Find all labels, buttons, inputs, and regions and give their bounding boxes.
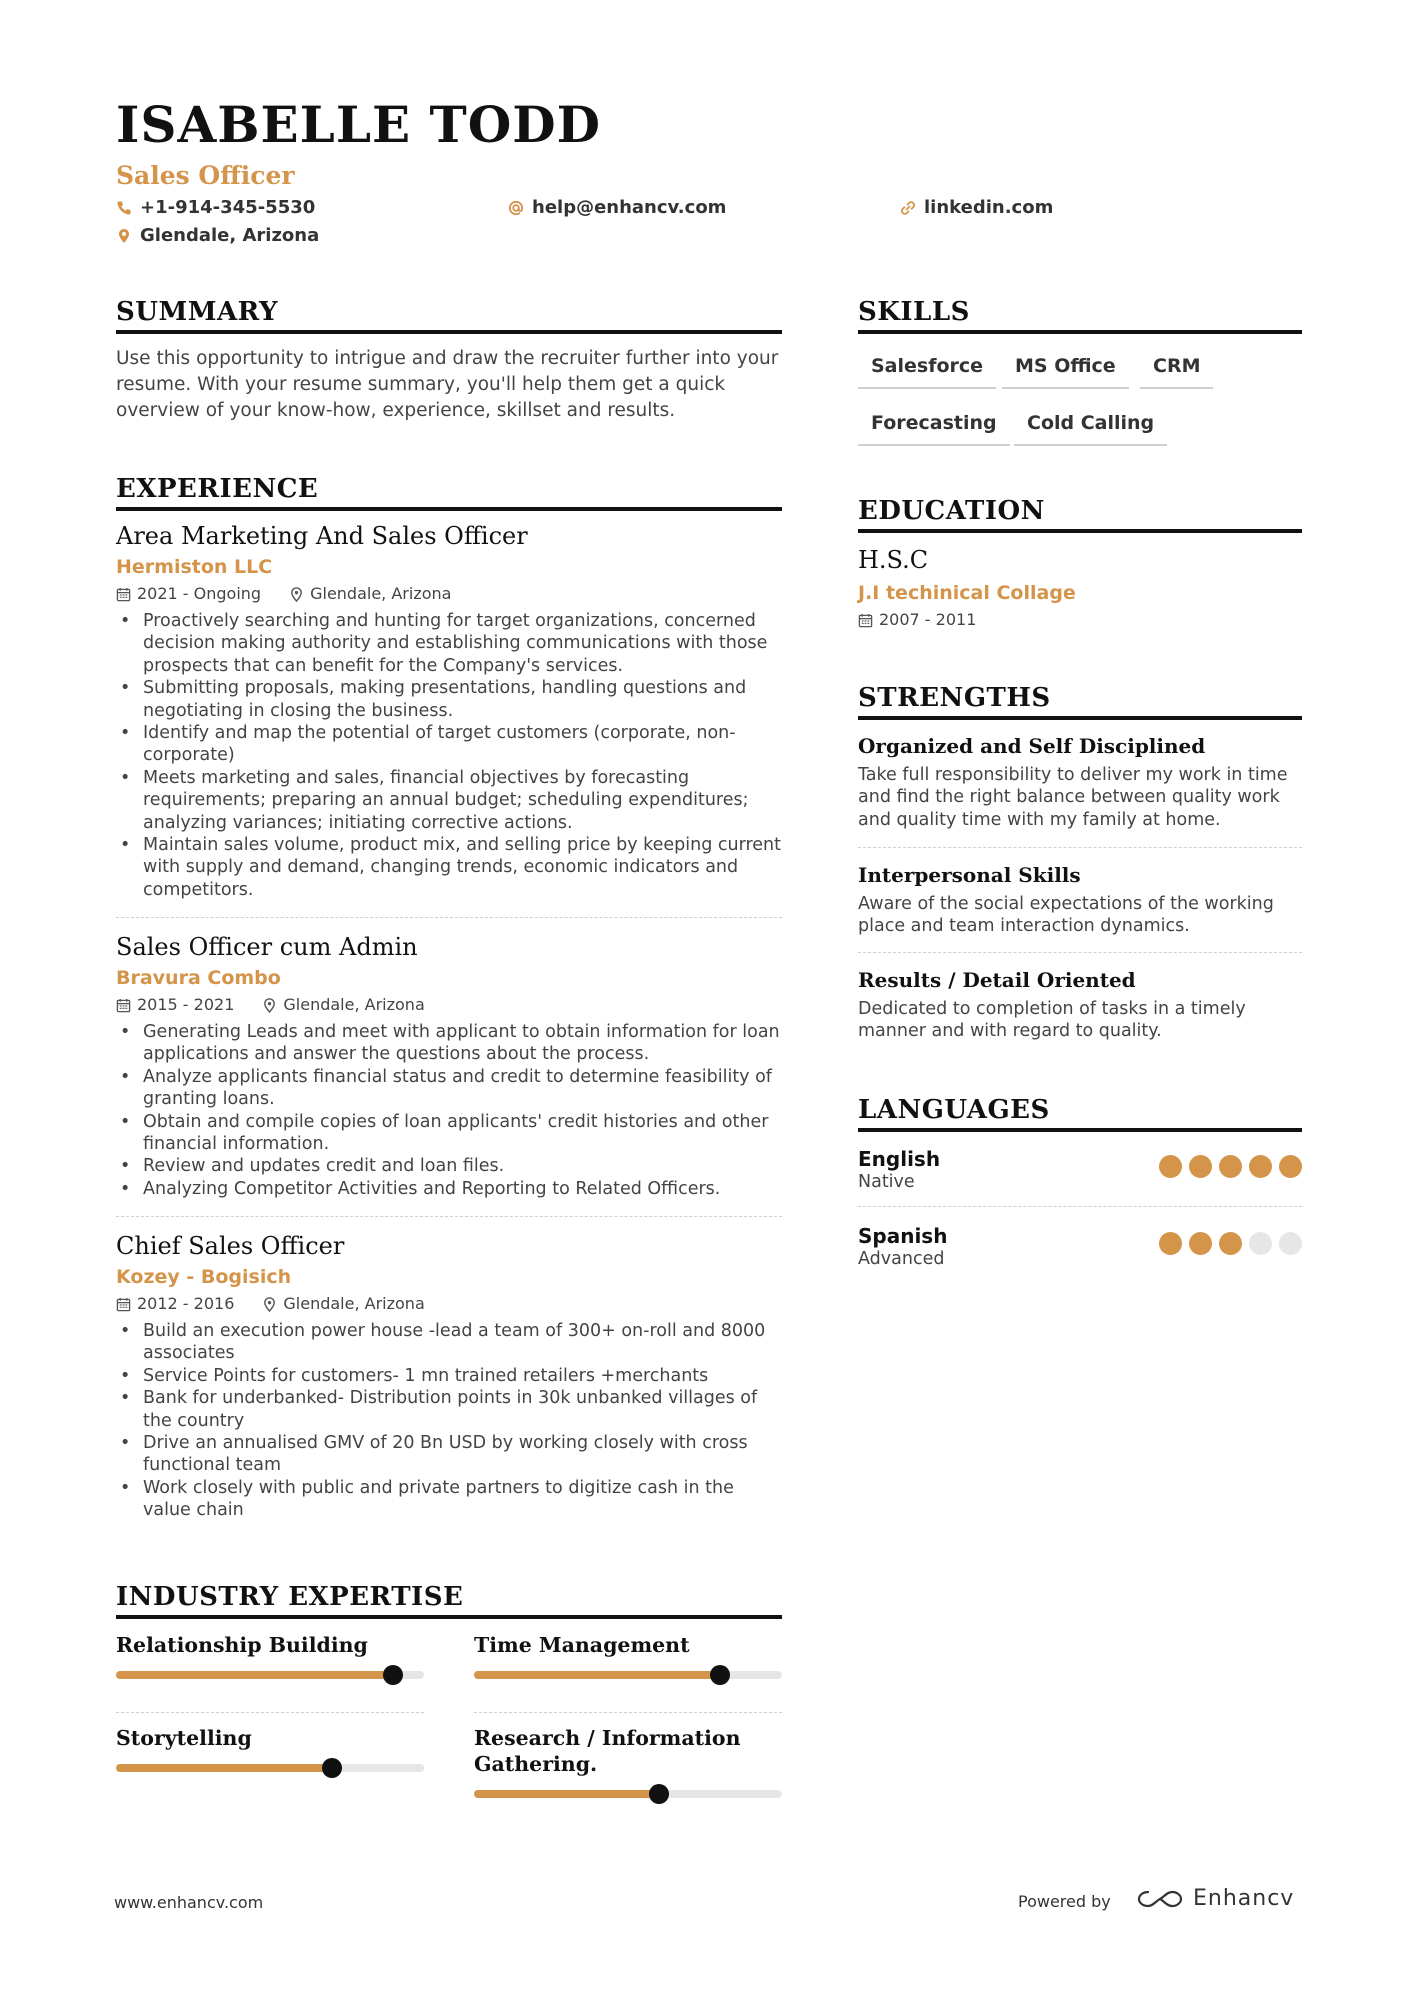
job-dates: 2021 - Ongoing: [137, 584, 262, 603]
expertise-bar-fill: [116, 1764, 332, 1772]
job-company: Bravura Combo: [116, 967, 281, 989]
skill-tag: Salesforce: [858, 357, 996, 389]
expertise-bar: [116, 1671, 424, 1679]
expertise-item: [474, 1632, 782, 1679]
divider: [858, 847, 1302, 848]
rating-dot-filled: [1219, 1155, 1242, 1178]
job-bullet: • Build an execution power house -lead a team of 300+ on-roll and 8000 associates: [116, 1320, 782, 1365]
rating-dot-empty: [1279, 1232, 1302, 1255]
expertise-bar-fill: [116, 1671, 393, 1679]
language-rating: [1159, 1155, 1302, 1178]
education-school: J.I techinical Collage: [858, 582, 1076, 604]
calendar-icon: [858, 613, 873, 628]
job-bullet: • Obtain and compile copies of loan applicants' credit histories and other financial information.: [116, 1111, 782, 1156]
job-bullet: • Service Points for customers- 1 mn trained retailers +merchants: [116, 1365, 782, 1387]
calendar-icon: [116, 1297, 131, 1312]
job-dates: 2012 - 2016: [137, 1294, 235, 1313]
rating-dot-filled: [1219, 1232, 1242, 1255]
expertise-bar-fill: [474, 1790, 659, 1798]
language-level: Native: [858, 1172, 915, 1192]
language-name: English: [858, 1147, 941, 1171]
job-bullet: • Analyze applicants financial status and credit to determine feasibility of granting loans.: [116, 1066, 782, 1111]
rating-dot-filled: [1189, 1232, 1212, 1255]
location-icon: [262, 1297, 277, 1312]
strength-item: [858, 865, 1302, 938]
education-dates: [858, 612, 976, 628]
candidate-role: Sales Officer: [116, 161, 295, 190]
job-company: Hermiston LLC: [116, 556, 273, 578]
location-icon: [289, 587, 304, 602]
expertise-bar-knob: [383, 1665, 403, 1685]
rating-dot-filled: [1189, 1155, 1212, 1178]
job-bullets: [116, 610, 782, 901]
job-location: [289, 586, 451, 602]
expertise-bar-knob: [710, 1665, 730, 1685]
strength-title: Results / Detail Oriented: [858, 968, 1136, 992]
strength-item: [858, 736, 1302, 831]
job-company: Kozey - Bogisich: [116, 1266, 292, 1288]
job-bullet: • Work closely with public and private partners to digitize cash in the value chain: [116, 1477, 782, 1522]
summary-heading: SUMMARY: [116, 298, 782, 334]
expertise-bar: [474, 1790, 782, 1798]
phone-icon: [116, 200, 132, 216]
expertise-name: Research / Information Gathering.: [474, 1726, 741, 1776]
strength-desc: Aware of the social expectations of the working place and team interaction dynamics.: [858, 894, 1274, 937]
job-bullet: • Drive an annualised GMV of 20 Bn USD by working closely with cross functional team: [116, 1432, 782, 1477]
phone-text: +1-914-345-5530: [140, 197, 316, 218]
strength-item: [858, 970, 1302, 1043]
location-icon: [262, 998, 277, 1013]
skills-heading: SKILLS: [858, 298, 1302, 334]
job-title: Area Marketing And Sales Officer: [116, 522, 528, 550]
expertise-item: [474, 1725, 774, 1798]
industry-heading: INDUSTRY EXPERTISE: [116, 1583, 782, 1619]
education-degree: H.S.C: [858, 546, 929, 574]
footer-brand[interactable]: [1137, 1888, 1294, 1910]
candidate-name: ISABELLE TODD: [116, 95, 601, 154]
location-text: Glendale, Arizona: [140, 225, 320, 246]
at-icon: [508, 200, 524, 216]
languages-heading: LANGUAGES: [858, 1096, 1302, 1132]
job-bullet: • Meets marketing and sales, financial objectives by forecasting requirements; preparing an annual budget; scheduling expenditures; analyzing variances; initiating corrective actions.: [116, 767, 782, 834]
strength-title: Organized and Self Disciplined: [858, 734, 1206, 758]
job-title: Sales Officer cum Admin: [116, 933, 418, 961]
divider: [858, 1206, 1302, 1207]
job-location-text: Glendale, Arizona: [283, 995, 425, 1014]
skill-tag: CRM: [1140, 357, 1213, 389]
strength-title: Interpersonal Skills: [858, 863, 1081, 887]
link-icon: [900, 200, 916, 216]
contact-email[interactable]: [508, 199, 726, 217]
job-bullet: • Submitting proposals, making presentations, handling questions and negotiating in closing the business.: [116, 677, 782, 722]
job-bullet: • Bank for underbanked- Distribution points in 30k unbanked villages of the country: [116, 1387, 782, 1432]
strengths-heading: STRENGTHS: [858, 684, 1302, 720]
divider: [116, 1216, 782, 1217]
job-bullet: • Proactively searching and hunting for target organizations, concerned decision making authority and establishing communications with those prospects that can benefit for the Company's services.: [116, 610, 782, 677]
job-location: [262, 997, 424, 1013]
expertise-name: Storytelling: [116, 1726, 252, 1750]
rating-dot-empty: [1249, 1232, 1272, 1255]
language-rating: [1159, 1232, 1302, 1255]
rating-dot-filled: [1159, 1232, 1182, 1255]
footer-brand-name: Enhancv: [1193, 1886, 1295, 1911]
job-bullet: • Generating Leads and meet with applicant to obtain information for loan applications and answer the questions about the process.: [116, 1021, 782, 1066]
job-meta: [116, 1296, 782, 1312]
expertise-bar-knob: [322, 1758, 342, 1778]
footer-site-link[interactable]: www.enhancv.com: [114, 1893, 264, 1912]
language-level: Advanced: [858, 1249, 945, 1269]
linkedin-text: linkedin.com: [924, 197, 1054, 218]
summary-text: Use this opportunity to intrigue and draw the recruiter further into your resume. With your resume summary, you'll help them get a quick overview of your know-how, experience, skillset and results.: [116, 348, 779, 421]
footer-powered-by: Powered by: [1018, 1892, 1111, 1911]
job-bullet: • Review and updates credit and loan files.: [116, 1155, 782, 1177]
contact-linkedin[interactable]: [900, 199, 1053, 217]
rating-dot-filled: [1159, 1155, 1182, 1178]
experience-heading: EXPERIENCE: [116, 475, 782, 511]
job-bullets: [116, 1320, 782, 1522]
divider: [116, 1712, 424, 1713]
language-name: Spanish: [858, 1224, 948, 1248]
language-item: [858, 1226, 1302, 1270]
strength-desc: Dedicated to completion of tasks in a timely manner and with regard to quality.: [858, 999, 1246, 1042]
contact-location: [116, 227, 319, 245]
expertise-name: Time Management: [474, 1633, 690, 1657]
job-location: [262, 1296, 424, 1312]
divider: [858, 952, 1302, 953]
expertise-bar-knob: [649, 1784, 669, 1804]
job-title: Chief Sales Officer: [116, 1232, 345, 1260]
calendar-icon: [116, 998, 131, 1013]
job-bullets: [116, 1021, 782, 1200]
experience-entry: [116, 524, 782, 901]
experience-entry: [116, 935, 782, 1200]
enhancv-logo-icon: [1137, 1888, 1183, 1910]
skill-tag: Cold Calling: [1014, 414, 1167, 446]
job-location-text: Glendale, Arizona: [283, 1294, 425, 1313]
email-text: help@enhancv.com: [532, 197, 727, 218]
rating-dot-filled: [1249, 1155, 1272, 1178]
expertise-item: [116, 1632, 424, 1679]
expertise-bar-fill: [474, 1671, 720, 1679]
expertise-name: Relationship Building: [116, 1633, 368, 1657]
job-location-text: Glendale, Arizona: [310, 584, 452, 603]
location-icon: [116, 228, 132, 244]
divider: [474, 1712, 782, 1713]
expertise-bar: [116, 1764, 424, 1772]
contact-phone[interactable]: [116, 199, 315, 217]
expertise-item: [116, 1725, 424, 1772]
education-heading: EDUCATION: [858, 497, 1302, 533]
skill-tag: MS Office: [1002, 357, 1129, 389]
strength-desc: Take full responsibility to deliver my work in time and find the right balance between quality work and quality time with my family at home.: [858, 765, 1288, 830]
skill-tag: Forecasting: [858, 414, 1010, 446]
job-bullet: • Identify and map the potential of target customers (corporate, non-corporate): [116, 722, 782, 767]
job-bullet: • Maintain sales volume, product mix, and selling price by keeping current with supply and demand, changing trends, economic indicators and competitors.: [116, 834, 782, 901]
expertise-bar: [474, 1671, 782, 1679]
rating-dot-filled: [1279, 1155, 1302, 1178]
job-dates: 2015 - 2021: [137, 995, 235, 1014]
experience-entry: [116, 1234, 782, 1522]
job-bullet: • Analyzing Competitor Activities and Reporting to Related Officers.: [116, 1178, 782, 1200]
calendar-icon: [116, 587, 131, 602]
job-meta: [116, 997, 782, 1013]
divider: [116, 917, 782, 918]
language-item: [858, 1149, 1302, 1193]
education-dates-text: 2007 - 2011: [879, 610, 977, 629]
job-meta: [116, 586, 782, 602]
